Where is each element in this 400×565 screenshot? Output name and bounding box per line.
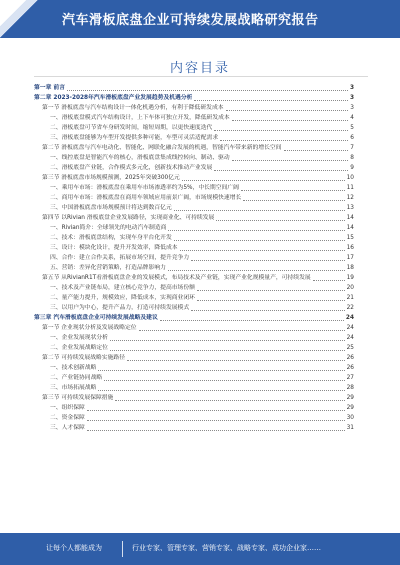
- toc-entry[interactable]: [34, 413, 354, 423]
- toc-entry-page: 24: [346, 325, 354, 331]
- toc-entry[interactable]: [34, 253, 354, 263]
- toc-leader-dots: [232, 159, 349, 161]
- toc-entry-page: 7: [350, 145, 354, 151]
- toc-leader-dots: [313, 279, 345, 281]
- toc-entry-page: 25: [346, 345, 354, 351]
- toc-entry[interactable]: [34, 343, 354, 353]
- toc-leader-dots: [67, 89, 348, 91]
- toc-entry[interactable]: [34, 273, 354, 283]
- toc-entry-label: 第三章 汽车滑板底盘企业可持续发展战略及建议: [34, 315, 158, 321]
- toc-entry-label: 第二章 2023-2028年汽车滑板底盘产业发展趋势及机遇分析: [34, 95, 193, 101]
- toc-entry[interactable]: [34, 173, 354, 183]
- toc-entry-page: 14: [346, 225, 354, 231]
- toc-leader-dots: [284, 149, 349, 151]
- toc-entry[interactable]: [34, 373, 354, 383]
- toc-entry-page: 22: [346, 305, 354, 311]
- toc-entry-label: 一、技术及产业链布局，建立核心竞争力，提高市场份额: [50, 285, 195, 291]
- toc-entry[interactable]: [34, 223, 354, 233]
- toc-entry-page: 10: [346, 175, 354, 181]
- footer-roles: 行业专家、管理专家、营销专家、战略专家、成功企业家……: [132, 544, 321, 552]
- toc-leader-dots: [220, 139, 348, 141]
- toc-entry[interactable]: [34, 423, 354, 433]
- toc-entry-label: 第三节 可持续发展保障措施: [42, 395, 114, 401]
- toc-entry[interactable]: [34, 153, 354, 163]
- toc-entry[interactable]: [34, 333, 354, 343]
- toc-entry-page: 11: [346, 185, 354, 191]
- toc-entry[interactable]: [34, 363, 354, 373]
- toc-leader-dots: [241, 189, 345, 191]
- toc-entry-label: 二、资金保障: [50, 415, 85, 421]
- toc-entry[interactable]: [34, 203, 354, 213]
- toc-leader-dots: [226, 109, 349, 111]
- toc-entry-page: 13: [346, 205, 354, 211]
- toc-entry-page: 12: [346, 195, 354, 201]
- toc-leader-dots: [214, 129, 348, 131]
- toc-entry-page: 4: [350, 115, 354, 121]
- toc-entry-page: 24: [346, 335, 354, 341]
- toc-entry-label: 一、滑板底盘模式汽车结构设计，上下车体可独立开发，降低研发成本: [50, 115, 230, 121]
- toc-entry[interactable]: [34, 403, 354, 413]
- toc-leader-dots: [168, 229, 344, 231]
- toc-leader-dots: [214, 169, 348, 171]
- toc-leader-dots: [182, 179, 345, 181]
- toc-leader-dots: [104, 379, 344, 381]
- toc-entry[interactable]: [34, 163, 354, 173]
- toc-entry-label: 一、企业发展现状分析: [50, 335, 108, 341]
- toc-leader-dots: [180, 249, 345, 251]
- toc-entry-page: 28: [346, 385, 354, 391]
- toc-entry-label: 二、产业链协同战略: [50, 375, 103, 381]
- toc-leader-dots: [243, 199, 344, 201]
- toc-entry-label: 第五节 从RivianR1T看滑板底盘企业的发展模式，布局技术及产业链，实现产业化规模量产，可持续发展: [42, 275, 311, 281]
- toc-entry-label: 一、技术创新战略: [50, 365, 97, 371]
- toc-entry-label: 二、滑板底盘可节省车身研发时间，缩短周期，以更快速度迭代: [50, 125, 213, 131]
- toc-entry-page: 17: [346, 255, 354, 261]
- toc-entry-page: 27: [346, 375, 354, 381]
- toc-entry-label: 三、人才保障: [50, 425, 85, 431]
- toc-entry-label: 四、合作：建立合作关系，拓展市场空间，提升竞争力: [50, 255, 190, 261]
- toc-entry[interactable]: [34, 183, 354, 193]
- toc-leader-dots: [160, 319, 344, 321]
- toc-entry-label: 三、中国滑板底盘市场规模预计将达到数百亿元: [50, 205, 172, 211]
- toc-leader-dots: [191, 259, 344, 261]
- toc-entry[interactable]: [34, 103, 354, 113]
- toc-entry[interactable]: [34, 393, 354, 403]
- toc-entry-label: 第二节 可持续发展战略实施路径: [42, 355, 125, 361]
- toc-entry-label: 二、量产能力提升，规模效应，降低成本，实现商业闭环: [50, 295, 195, 301]
- toc-entry-label: 三、以用户为中心，提升产品力，打造可持续发展模式: [50, 305, 190, 311]
- footer-slogan: 让每个人都能成为: [46, 544, 102, 552]
- toc-entry-page: 18: [346, 265, 354, 271]
- toc-entry-label: 五、营销：差异化营销策略，打造品牌影响力: [50, 265, 166, 271]
- toc-entry[interactable]: [34, 193, 354, 203]
- toc-entry[interactable]: [34, 143, 354, 153]
- toc-entry[interactable]: [34, 93, 354, 103]
- toc-entry-page: 20: [346, 285, 354, 291]
- toc-leader-dots: [232, 119, 349, 121]
- toc-entry-label: 第一节 企业现状分析及发展战略定位: [42, 325, 137, 331]
- toc-entry-label: 二、技术：滑板底盘结构，实现车身平台化开发: [50, 235, 172, 241]
- toc-leader-dots: [87, 409, 345, 411]
- toc-leader-dots: [115, 399, 344, 401]
- toc-entry-page: 6: [350, 135, 354, 141]
- toc-entry-label: 二、滑板底盘产业链，合作模式多元化，创新技术推动产业发展: [50, 165, 213, 171]
- toc-leader-dots: [98, 389, 344, 391]
- toc-entry-label: 一、线控底盘是智能汽车的核心，滑板底盘集成线控转向、制动、驱动: [50, 155, 230, 161]
- toc-leader-dots: [174, 209, 345, 211]
- toc-entry[interactable]: [34, 213, 354, 223]
- toc-leader-dots: [216, 219, 344, 221]
- toc-entry-label: 一、乘用车市场：滑板底盘在乘用车市场渗透率约为5%，中长期空间广阔: [50, 185, 239, 191]
- toc-entry-page: 31: [346, 425, 354, 431]
- toc-entry[interactable]: [34, 263, 354, 273]
- toc-entry[interactable]: [34, 323, 354, 333]
- toc-entry-page: 3: [349, 95, 354, 101]
- table-of-contents: [34, 83, 354, 433]
- toc-leader-dots: [87, 419, 345, 421]
- toc-entry[interactable]: [34, 113, 354, 123]
- toc-entry-label: 第三节 滑板底盘市场规模预测，2025年突破300亿元: [42, 175, 180, 181]
- toc-entry-label: 三、市场拓展战略: [50, 385, 97, 391]
- toc-entry-page: 24: [345, 315, 354, 321]
- toc-entry[interactable]: [34, 313, 354, 323]
- toc-entry-page: 3: [349, 85, 354, 91]
- toc-entry[interactable]: [34, 123, 354, 133]
- toc-entry[interactable]: [34, 383, 354, 393]
- toc-entry-page: 14: [346, 215, 354, 221]
- toc-leader-dots: [139, 329, 345, 331]
- toc-leader-dots: [168, 269, 345, 271]
- toc-leader-dots: [110, 339, 345, 341]
- toc-entry-page: 29: [346, 405, 354, 411]
- page-footer: [0, 533, 400, 565]
- toc-entry-page: 8: [350, 155, 354, 161]
- toc-entry-page: 5: [350, 125, 354, 131]
- toc-entry-page: 19: [346, 275, 354, 281]
- toc-entry[interactable]: [34, 133, 354, 143]
- toc-entry[interactable]: [34, 353, 354, 363]
- toc-entry-label: 第二节 滑板底盘与汽车电动化、智能化、网联化融合发展的机遇，智能汽车带来新的增长空间: [42, 145, 282, 151]
- toc-entry-page: 15: [346, 235, 354, 241]
- toc-entry[interactable]: [34, 233, 354, 243]
- toc-entry-label: 第一节 滑板底盘与汽车结构设计一体化机遇分析，有利于降低研发成本: [42, 105, 224, 111]
- toc-divider: [34, 76, 368, 77]
- toc-leader-dots: [98, 369, 344, 371]
- toc-leader-dots: [191, 309, 344, 311]
- toc-entry-label: 一、Rivian简介：全球领先的电动汽车制造商: [50, 225, 167, 231]
- report-title: 汽车滑板底盘企业可持续发展战略研究报告: [62, 13, 319, 28]
- toc-entry-page: 26: [346, 355, 354, 361]
- toc-entry-page: 3: [350, 105, 354, 111]
- toc-entry[interactable]: [34, 83, 354, 93]
- toc-heading: 内容目录: [169, 61, 230, 76]
- report-header: [0, 0, 400, 38]
- toc-leader-dots: [197, 289, 345, 291]
- footer-divider: [122, 541, 123, 557]
- toc-entry-label: 三、滑板底盘能够为车型开发提供多种可能，车型可灵活适配需求: [50, 135, 219, 141]
- toc-entry[interactable]: [34, 303, 354, 313]
- toc-entry-label: 第四节 以Rivian 滑板底盘企业发展路径，实现商业化、可持续发展: [42, 215, 215, 221]
- toc-entry[interactable]: [34, 243, 354, 253]
- toc-leader-dots: [87, 429, 345, 431]
- toc-leader-dots: [174, 239, 345, 241]
- toc-entry-page: 16: [346, 245, 354, 251]
- toc-entry[interactable]: [34, 283, 354, 293]
- toc-entry-page: 30: [346, 415, 354, 421]
- toc-leader-dots: [194, 99, 348, 101]
- toc-entry[interactable]: [34, 293, 354, 303]
- toc-entry-label: 一、组织保障: [50, 405, 85, 411]
- toc-entry-label: 三、设计：模块化设计，提升开发效率，降低成本: [50, 245, 178, 251]
- toc-entry-page: 21: [346, 295, 354, 301]
- toc-leader-dots: [110, 349, 345, 351]
- header-decoration: [0, 0, 44, 38]
- toc-leader-dots: [197, 299, 345, 301]
- toc-entry-label: 二、商用车市场：滑板底盘在商用车领域应用前景广阔，市场规模快速增长: [50, 195, 242, 201]
- toc-entry-label: 二、企业发展战略定位: [50, 345, 108, 351]
- toc-entry-page: 9: [350, 165, 354, 171]
- toc-entry-label: 第一章 前言: [34, 85, 66, 91]
- toc-entry-page: 26: [346, 365, 354, 371]
- toc-leader-dots: [127, 359, 345, 361]
- toc-entry-page: 29: [346, 395, 354, 401]
